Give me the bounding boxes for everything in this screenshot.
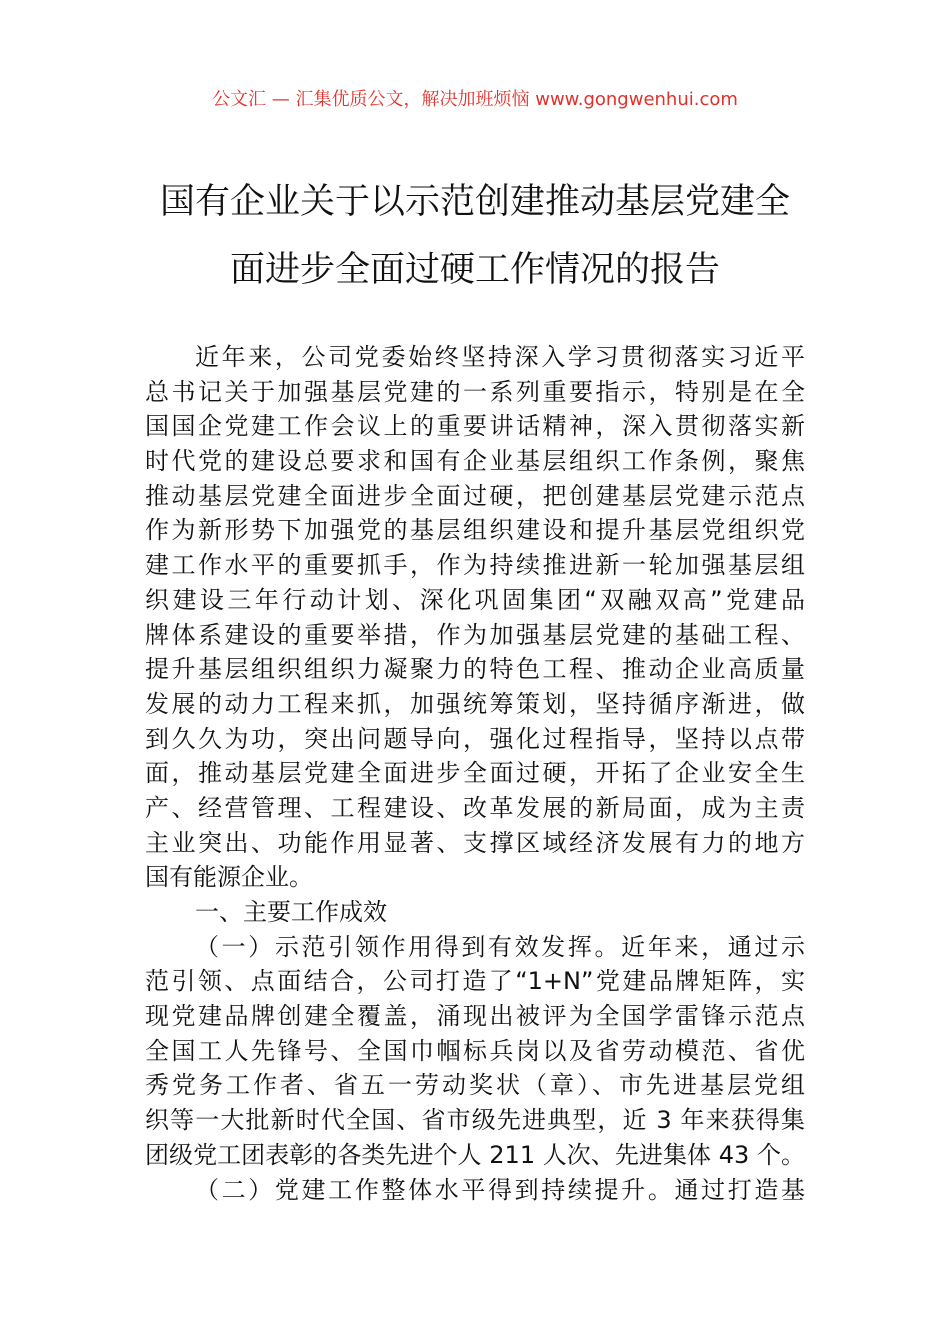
paragraph-line: 团级党工团表彰的各类先进个人 211 人次、先进集体 43 个。 [145,1140,805,1169]
paragraph-line: 织等一大批新时代全国、省市级先进典型，近 3 年来获得集 [145,1106,805,1135]
paragraph-line: 提升基层组织组织力凝聚力的特色工程、推动企业高质量 [145,655,805,684]
paragraph-line: 到久久为功，突出问题导向，强化过程指导，坚持以点带 [145,724,805,753]
subsection-heading-line: （二）党建工作整体水平得到持续提升。通过打造基 [195,1175,805,1204]
paragraph-line: 产、经营管理、工程建设、改革发展的新局面，成为主责 [145,793,805,822]
paragraph-line: 总书记关于加强基层党建的一系列重要指示，特别是在全 [145,377,805,406]
paragraph-line: 国国企党建工作会议上的重要讲话精神，深入贯彻落实新 [145,412,805,441]
paragraph-line: 建工作水平的重要抓手，作为持续推进新一轮加强基层组 [145,551,805,580]
subsection-heading-line: （一）示范引领作用得到有效发挥。近年来，通过示 [195,932,805,961]
paragraph-line: 发展的动力工程来抓，加强统筹策划，坚持循序渐进，做 [145,689,805,718]
paragraph-line: 作为新形势下加强党的基层组织建设和提升基层党组织党 [145,516,805,545]
paragraph-line: 牌体系建设的重要举措，作为加强基层党建的基础工程、 [145,620,805,649]
paragraph-line: 近年来，公司党委始终坚持深入学习贯彻落实习近平 [195,343,805,371]
paragraph-line: 织建设三年行动计划、深化巩固集团“双融双高”党建品 [145,585,805,614]
document-title-line-2: 面进步全面过硬工作情况的报告 [229,250,720,290]
section-heading: 一、主要工作成效 [195,898,387,926]
paragraph-line: 推动基层党建全面进步全面过硬，把创建基层党建示范点 [145,481,805,510]
watermark-banner: 公文汇 — 汇集优质公文，解决加班烦恼 www.gongwenhui.com [212,89,738,110]
paragraph-line: 面，推动基层党建全面进步全面过硬，开拓了企业安全生 [145,759,805,788]
document-body [145,340,805,1207]
paragraph-line: 现党建品牌创建全覆盖，涌现出被评为全国学雷锋示范点 [145,1002,805,1031]
paragraph-line: 主业突出、功能作用显著、支撑区域经济发展有力的地方 [145,828,805,857]
paragraph-line: 范引领、点面结合，公司打造了“1+N”党建品牌矩阵，实 [145,967,805,996]
document-title-line-1: 国有企业关于以示范创建推动基层党建全 [159,182,790,222]
paragraph-line: 时代党的建设总要求和国有企业基层组织工作条例，聚焦 [145,447,805,476]
paragraph-line: 秀党务工作者、省五一劳动奖状（章）、市先进基层党组 [145,1071,805,1100]
paragraph-line: 国有能源企业。 [145,863,313,892]
paragraph-line: 全国工人先锋号、全国巾帼标兵岗以及省劳动模范、省优 [145,1036,805,1065]
